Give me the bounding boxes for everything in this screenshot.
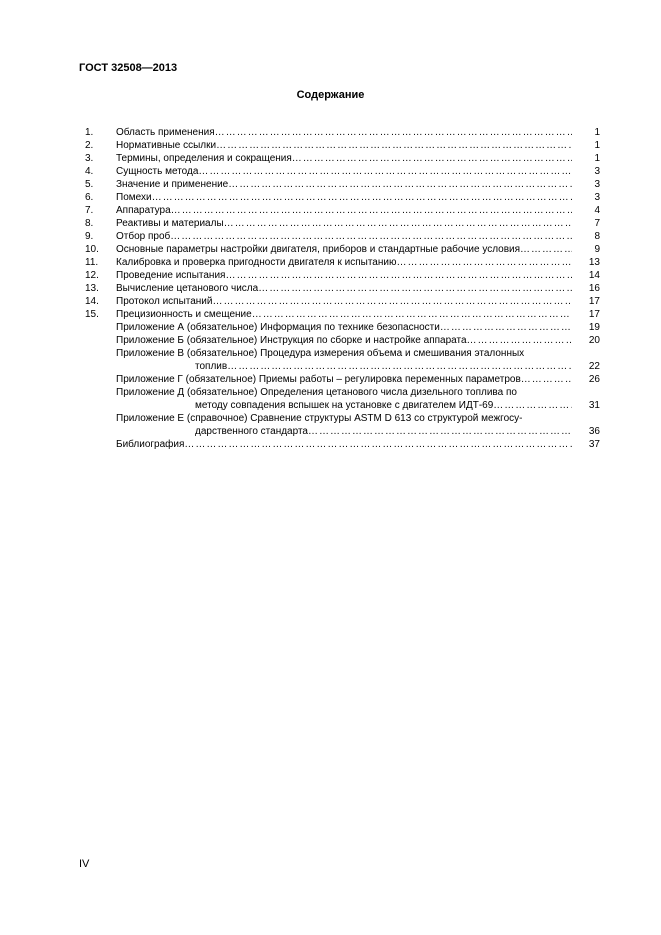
toc-entry-title: Область применения (116, 127, 215, 138)
toc-entry-page: 14 (588, 270, 600, 281)
toc-entry-title: Значение и применение (116, 179, 229, 190)
toc-entry[interactable] (85, 204, 600, 217)
toc-entry-title: топлив (195, 361, 228, 372)
toc-entry-page: 3 (594, 192, 600, 203)
toc-entry-number (85, 386, 116, 412)
dot-leader (227, 360, 572, 373)
toc-entry-page: 3 (594, 179, 600, 190)
toc-entry-number: 11. (85, 257, 99, 268)
toc-entry[interactable] (85, 165, 600, 178)
dot-leader (212, 295, 572, 308)
toc-entry[interactable] (85, 243, 600, 256)
toc-entry-number (85, 321, 116, 334)
dot-leader (252, 308, 572, 321)
toc-entry[interactable] (85, 269, 600, 282)
toc-entry-page: 13 (588, 257, 600, 268)
toc-entry[interactable] (85, 282, 600, 295)
toc-entry-title: Нормативные ссылки (116, 140, 217, 151)
dot-leader (216, 139, 572, 152)
toc-entry-title: Приложение А (обязательное) Информация по технике безопасности (116, 322, 440, 333)
dot-leader (258, 282, 572, 295)
toc-entry[interactable] (85, 178, 600, 191)
toc-entry-number (85, 412, 116, 438)
toc-entry-page: 7 (594, 218, 600, 229)
toc-entry-title: Основные параметры настройки двигателя, приборов и стандартные рабочие условия (116, 244, 521, 255)
toc-entry[interactable] (85, 438, 600, 451)
dot-leader (171, 204, 572, 217)
dot-leader (396, 256, 572, 269)
toc-entry-number: 6. (85, 192, 94, 203)
toc-entry-number: 13. (85, 283, 99, 294)
toc-entry-page: 31 (588, 400, 600, 411)
toc-entry-title: Сущность метода (116, 166, 199, 177)
toc-entry-title: Библиография (116, 439, 185, 450)
toc-entry[interactable] (85, 217, 600, 230)
toc-entry-number: 14. (85, 296, 99, 307)
toc-entry-page: 1 (594, 127, 600, 138)
toc-entry-page: 20 (588, 335, 600, 346)
toc-entry-number: 2. (85, 140, 94, 151)
toc-entry-number: 3. (85, 153, 94, 164)
toc-entry-number: 12. (85, 270, 99, 281)
toc-entry[interactable] (85, 347, 600, 373)
toc-entry-page: 26 (588, 374, 600, 385)
dot-leader (493, 399, 572, 412)
toc-entry-title: Приложение Б (обязательное) Инструкция по сборке и настройке аппарата (116, 335, 467, 346)
dot-leader (225, 269, 572, 282)
toc-entry-title: Приложение Д (обязательное) Определения цетанового числа дизельного топлива по (116, 387, 517, 398)
toc-entry-title: Термины, определения и сокращения (116, 153, 292, 164)
dot-leader (228, 178, 572, 191)
dot-leader (152, 191, 572, 204)
dot-leader (292, 152, 572, 165)
toc-entry-number (85, 373, 116, 386)
toc-entry[interactable] (85, 412, 600, 438)
toc-entry-page: 17 (588, 296, 600, 307)
dot-leader (520, 243, 572, 256)
toc-entry-page: 8 (594, 231, 600, 242)
toc-entry[interactable] (85, 191, 600, 204)
dot-leader (308, 425, 572, 438)
toc-entry-page: 1 (594, 140, 600, 151)
toc-entry-page: 4 (594, 205, 600, 216)
table-of-contents (85, 126, 600, 451)
toc-entry-page: 9 (594, 244, 600, 255)
toc-entry-page: 37 (588, 439, 600, 450)
dot-leader (215, 126, 572, 139)
toc-entry-title: Отбор проб (116, 231, 171, 242)
dot-leader (198, 165, 572, 178)
toc-entry-page: 36 (588, 426, 600, 437)
toc-entry-number: 7. (85, 205, 94, 216)
toc-entry-number: 15. (85, 309, 99, 320)
toc-entry-page: 3 (594, 166, 600, 177)
toc-entry-number: 1. (85, 127, 94, 138)
dot-leader (521, 373, 572, 386)
toc-entry[interactable] (85, 152, 600, 165)
toc-entry[interactable] (85, 373, 600, 386)
toc-entry-title: Приложение Г (обязательное) Приемы работы – регулировка переменных параметров (116, 374, 521, 385)
toc-entry-number: 9. (85, 231, 94, 242)
document-code: ГОСТ 32508—2013 (79, 62, 178, 74)
dot-leader (170, 230, 572, 243)
toc-entry-number: 5. (85, 179, 94, 190)
toc-entry-title: Калибровка и проверка пригодности двигателя к испытанию (116, 257, 397, 268)
page-number: IV (79, 858, 90, 870)
toc-entry-title: Проведение испытания (116, 270, 226, 281)
toc-entry-title: Прецизионность и смещение (116, 309, 252, 320)
toc-entry-page: 19 (588, 322, 600, 333)
toc-entry-page: 22 (588, 361, 600, 372)
dot-leader (224, 217, 572, 230)
toc-entry-page: 16 (588, 283, 600, 294)
toc-entry[interactable] (85, 126, 600, 139)
toc-entry-title: Вычисление цетанового числа (116, 283, 259, 294)
toc-entry[interactable] (85, 386, 600, 412)
toc-entry[interactable] (85, 256, 600, 269)
toc-entry[interactable] (85, 139, 600, 152)
toc-entry-title: Помехи (116, 192, 152, 203)
toc-entry-title: Аппаратура (116, 205, 171, 216)
toc-entry-title: Приложение В (обязательное) Процедура измерения объема и смешивания эталонных (116, 348, 525, 359)
dot-leader (440, 321, 572, 334)
toc-entry-title: дарственного стандарта (195, 426, 308, 437)
toc-entry-title: методу совпадения вспышек на установке с двигателем ИДТ-69 (195, 400, 494, 411)
toc-entry-title: Протокол испытаний (116, 296, 213, 307)
toc-entry[interactable] (85, 321, 600, 334)
toc-entry-title: Реактивы и материалы (116, 218, 224, 229)
toc-entry-number: 10. (85, 244, 99, 255)
dot-leader (467, 334, 572, 347)
toc-entry[interactable] (85, 295, 600, 308)
toc-entry-page: 1 (594, 153, 600, 164)
toc-entry-number (85, 334, 116, 347)
toc-entry[interactable] (85, 308, 600, 321)
toc-entry-number (85, 438, 116, 451)
toc-entry[interactable] (85, 230, 600, 243)
toc-entry-number: 8. (85, 218, 94, 229)
dot-leader (184, 438, 572, 451)
toc-entry-page: 17 (588, 309, 600, 320)
toc-entry-title: Приложение Е (справочное) Сравнение структуры ASTM D 613 со структурой межгосу- (116, 413, 523, 424)
toc-entry[interactable] (85, 334, 600, 347)
toc-entry-number (85, 347, 116, 373)
toc-title: Содержание (296, 89, 365, 101)
toc-entry-number: 4. (85, 166, 94, 177)
